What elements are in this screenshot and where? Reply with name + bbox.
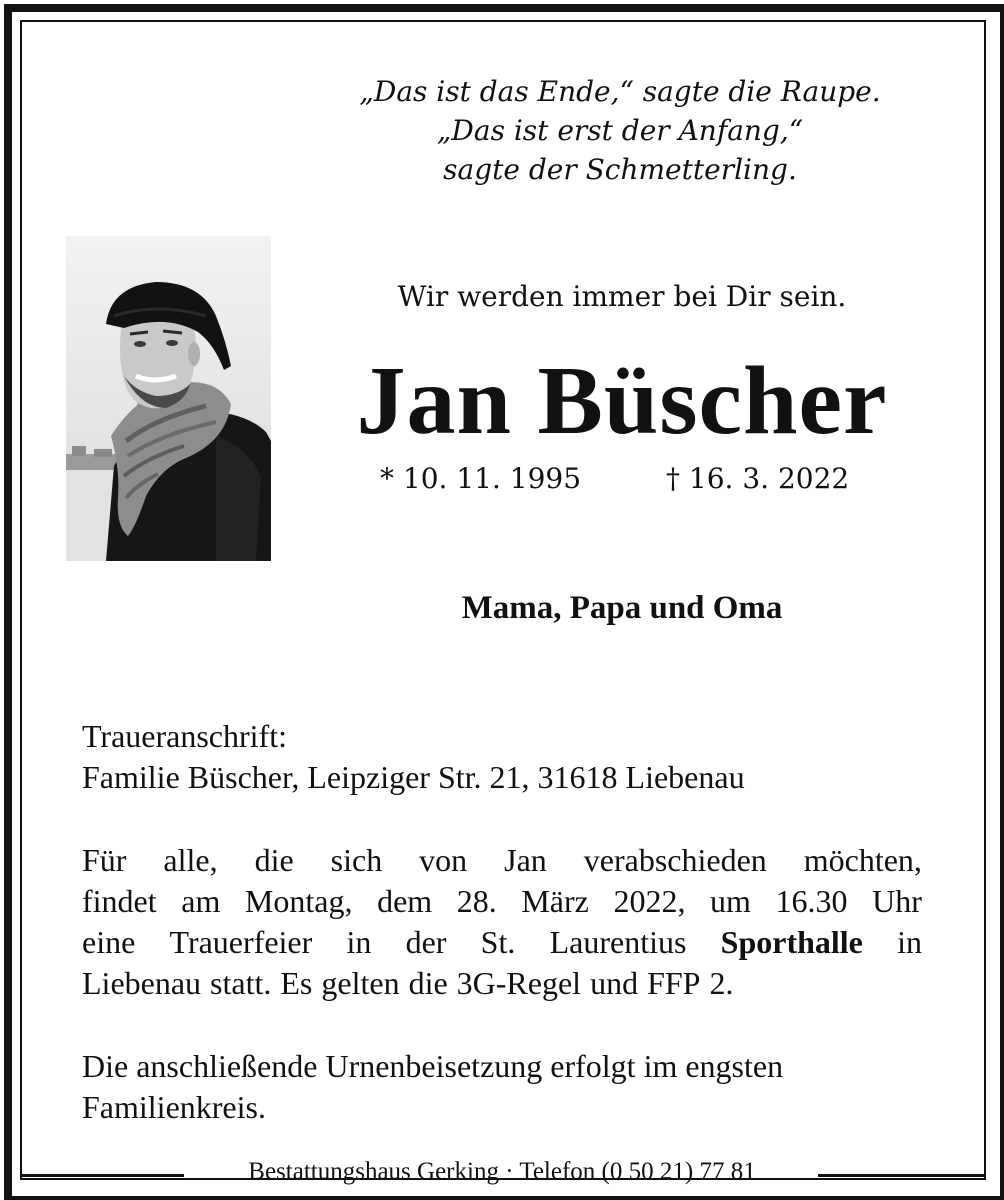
venue-name: Sporthalle [720, 924, 863, 960]
burial-note [82, 1046, 922, 1128]
word: von [419, 842, 468, 878]
portrait-photo [66, 236, 271, 561]
word: Trauerfeier [169, 924, 313, 960]
word: möchten, [803, 842, 922, 878]
burial-line-2: Familienkreis. [82, 1089, 266, 1125]
word: FFP [647, 965, 701, 1001]
address-label: Traueranschrift: [82, 718, 287, 754]
word: um [710, 883, 751, 919]
word: gelten [321, 965, 400, 1001]
word: Montag, [244, 883, 353, 919]
epigraph-quote [300, 72, 940, 189]
death-date: † 16. 3. 2022 [666, 462, 850, 495]
funeral-home-footer [22, 1158, 984, 1188]
word: 3G-Regel [456, 965, 582, 1001]
mourners-signature: Mama, Papa und Oma [461, 590, 783, 626]
birth-date: * 10. 11. 1995 [380, 462, 582, 495]
address-value: Familie Büscher, Leipziger Str. 21, 31618 Liebenau [82, 759, 745, 795]
word: Laurentius [549, 924, 687, 960]
ceremony-line-3 [82, 922, 922, 963]
mourning-address [82, 716, 922, 798]
word: findet [82, 883, 157, 919]
word: am [181, 883, 221, 919]
word: Es [280, 965, 313, 1001]
word: Uhr [872, 883, 922, 919]
quote-line-2: „Das ist erst der Anfang,“ [436, 114, 804, 147]
word: die [254, 842, 294, 878]
ceremony-line-2 [82, 881, 922, 922]
word: Jan [504, 842, 547, 878]
word: 2022, [613, 883, 686, 919]
word: in [346, 924, 372, 960]
word: März [521, 883, 589, 919]
word: 2. [709, 965, 734, 1001]
burial-line-1: Die anschließende Urnenbeisetzung erfolgt im engsten [82, 1048, 784, 1084]
word: und [590, 965, 639, 1001]
ceremony-announcement [82, 840, 922, 1004]
word: 16.30 [775, 883, 848, 919]
word: dem [377, 883, 433, 919]
ceremony-line-1 [82, 840, 922, 881]
footer-rule-left [22, 1174, 184, 1177]
quote-line-3: sagte der Schmetterling. [443, 153, 797, 186]
word: verabschieden [583, 842, 767, 878]
portrait-photo-image [66, 236, 271, 561]
deceased-name: Jan Büscher [356, 347, 888, 455]
word: die [408, 965, 448, 1001]
word: der [405, 924, 447, 960]
word: 28. [456, 883, 497, 919]
word: statt. [210, 965, 272, 1001]
funeral-home-credit: Bestattungshaus Gerking · Telefon (0 50 21) 77 81 [248, 1158, 756, 1185]
footer-rule-right [818, 1174, 984, 1177]
word: St. [480, 924, 516, 960]
word: sich [330, 842, 383, 878]
promise-line: Wir werden immer bei Dir sein. [397, 280, 847, 313]
word: Für [82, 842, 127, 878]
word: Liebenau [82, 965, 202, 1001]
word: in [897, 924, 922, 960]
word: alle, [163, 842, 218, 878]
word: eine [82, 924, 136, 960]
ceremony-line-4 [82, 963, 922, 1004]
quote-line-1: „Das ist das Ende,“ sagte die Raupe. [359, 75, 881, 108]
